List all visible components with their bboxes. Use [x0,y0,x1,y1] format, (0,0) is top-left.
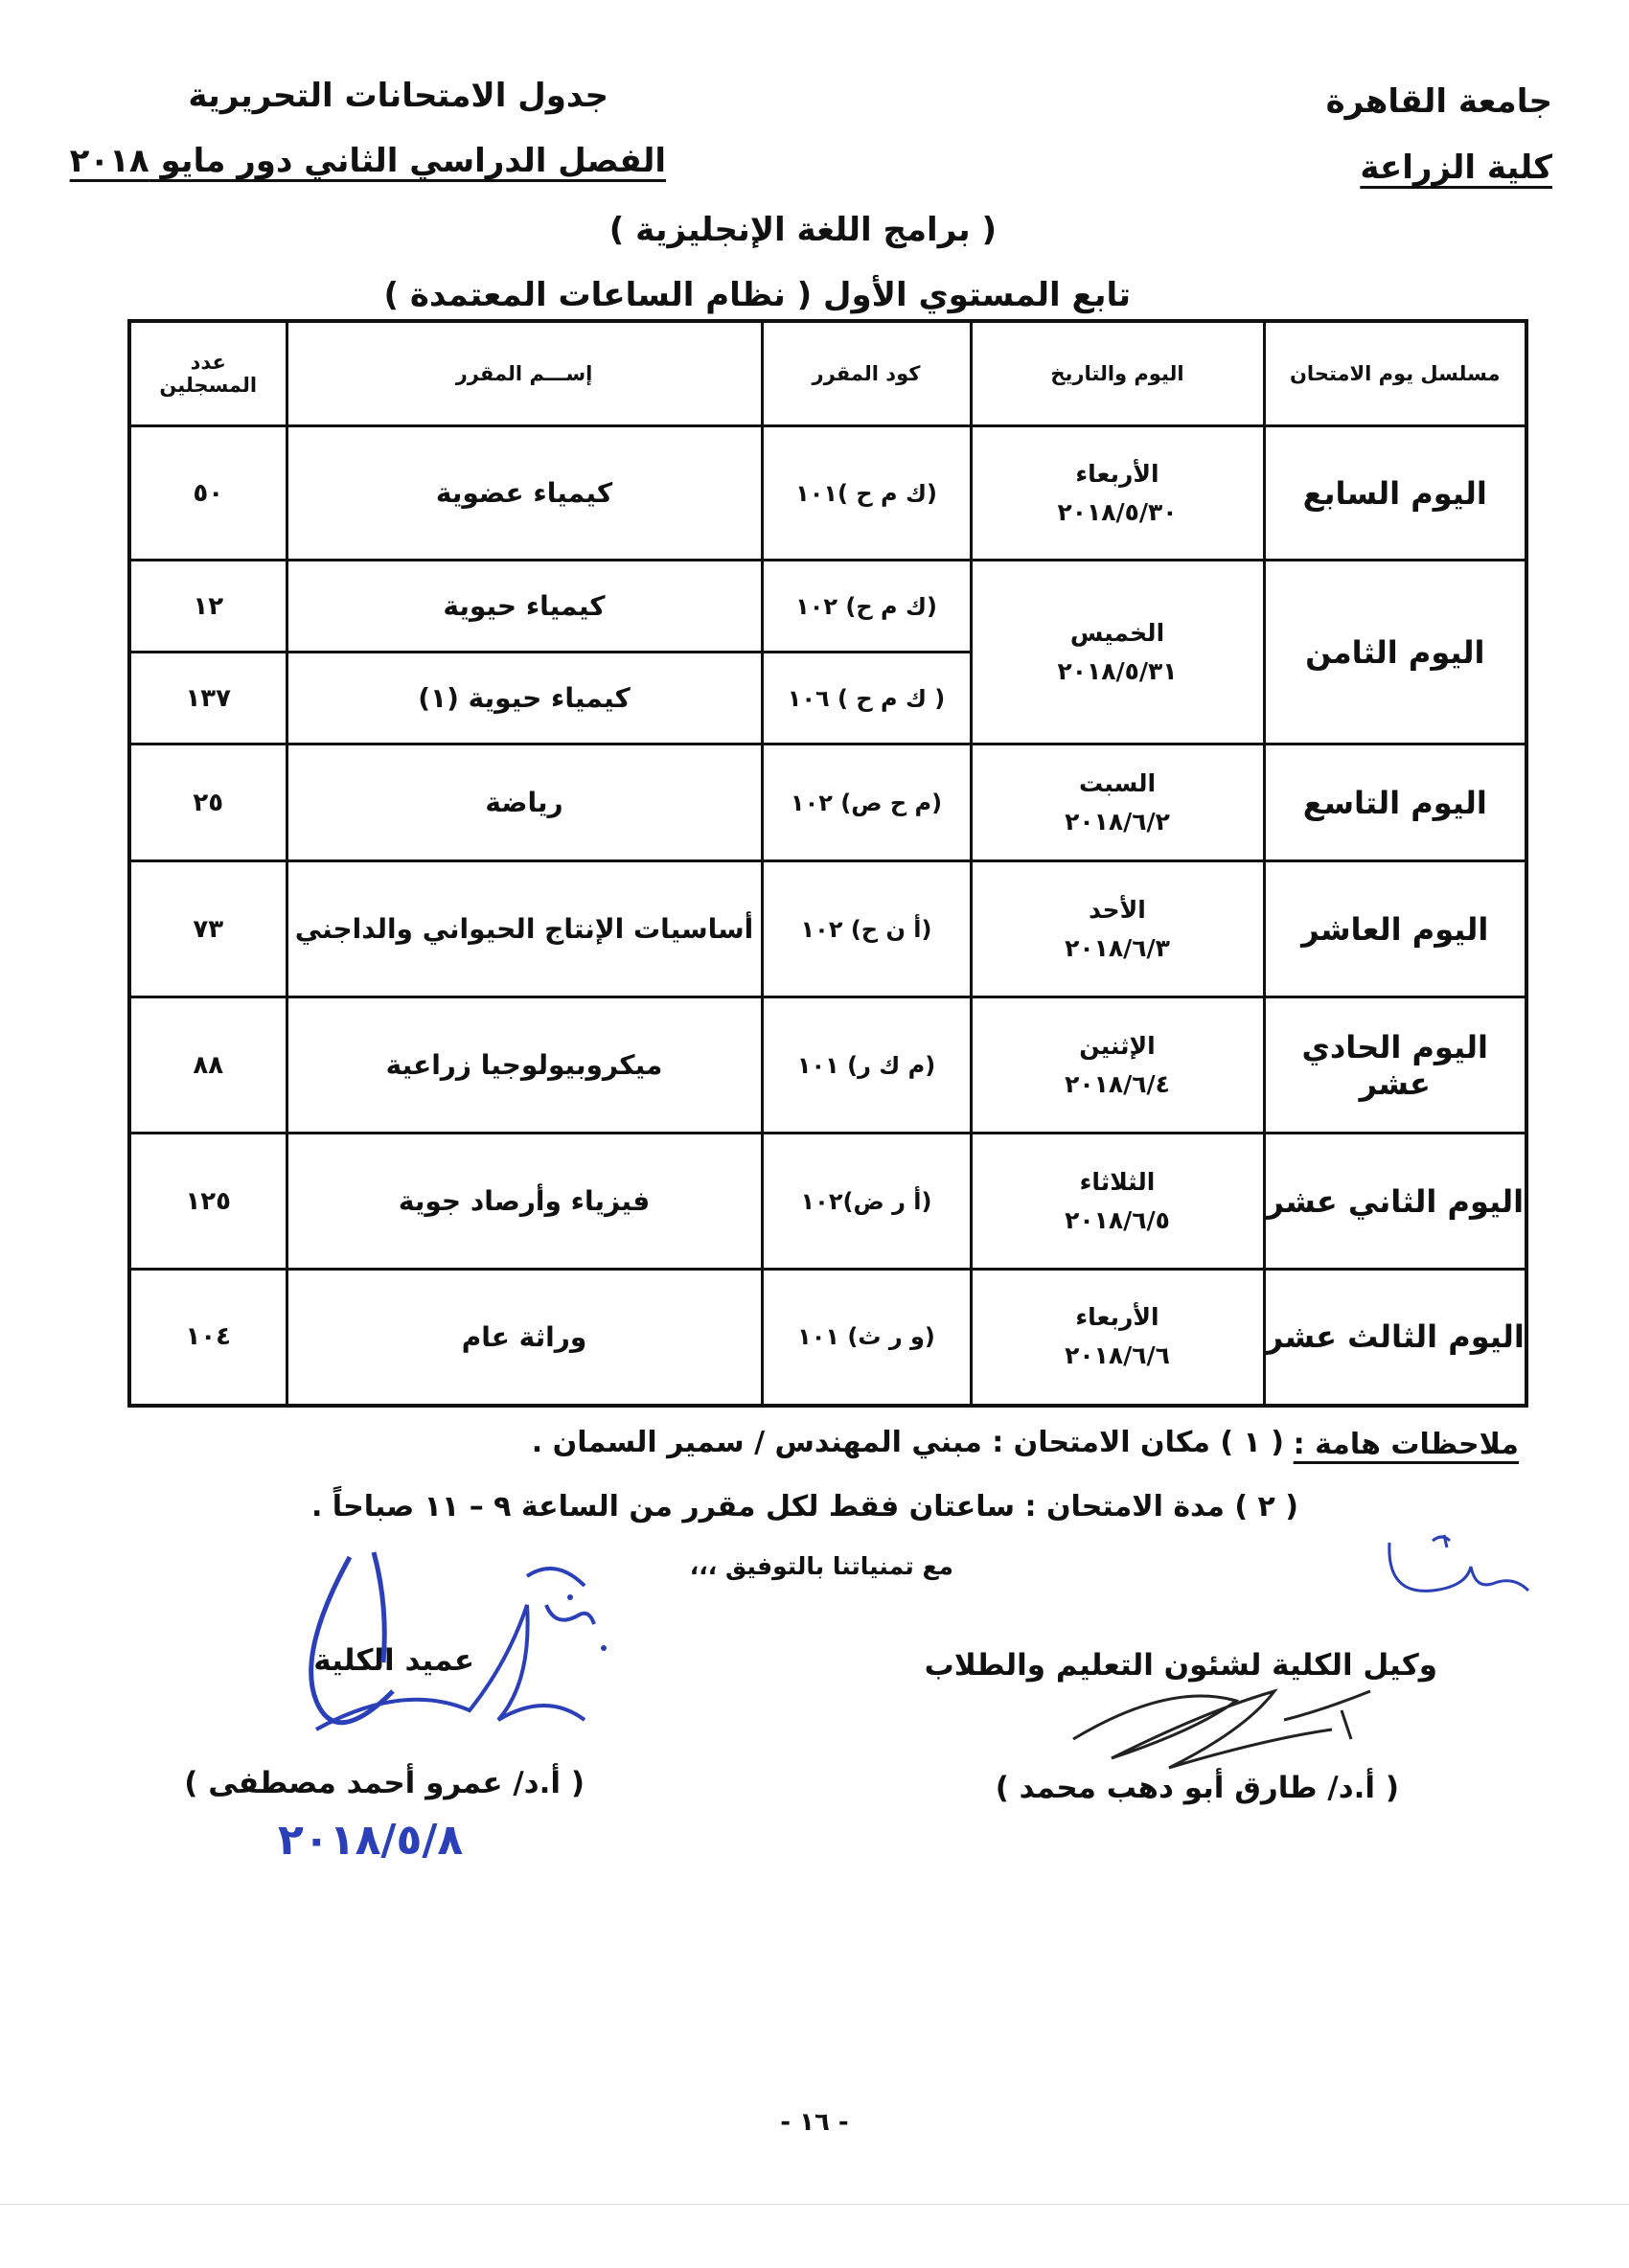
course-code-cell: (أ ر ض)١٠٢ [762,1134,971,1270]
day-date-cell [971,426,1264,561]
vice-dean-title: وكيل الكلية لشئون التعليم والطلاب [924,1648,1437,1683]
day-seq-cell: اليوم الثامن [1264,561,1526,745]
table-row [129,426,1526,561]
weekday: الخميس [1069,618,1165,647]
course-code-cell: ( ك م ح ) ١٠٦ [762,653,971,745]
exam-schedule-table [127,319,1528,1408]
table-row [129,997,1526,1134]
registered-count-cell: ١٢٥ [129,1134,287,1270]
registered-count-cell: ١٣٧ [129,653,287,745]
day-seq-cell: اليوم الثالث عشر [1264,1270,1526,1406]
day-date-cell [971,861,1264,997]
day-date-cell [971,561,1264,745]
course-name-cell: كيمياء حيوية [287,561,762,653]
day-seq-cell: اليوم السابع [1264,426,1526,561]
program-title: ( برامج اللغة الإنجليزية ) [608,211,997,249]
weekday: الأربعاء [1075,1303,1159,1332]
col-header-course: إســـم المقرر [287,321,762,426]
registered-count-cell: ٢٥ [129,745,287,861]
exam-date: ٢٠١٨/٥/٣٠ [1057,497,1178,526]
vice-dean-signature [1054,1672,1399,1777]
exam-date: ٢٠١٨/٦/٣ [1065,933,1170,962]
col-header-count-line2: المسجلين [159,374,258,397]
col-header-count-line1: عدد [190,351,226,374]
dean-name: ( أ.د/ عمرو أحمد مصطفى ) [184,1766,585,1800]
initials-signature [1375,1523,1543,1610]
registered-count-cell: ١٢ [129,561,287,653]
exam-date: ٢٠١٨/٦/٦ [1065,1341,1170,1370]
dean-title: عميد الكلية [313,1643,474,1678]
day-seq-cell: اليوم الحادي عشر [1264,997,1526,1134]
exam-date: ٢٠١٨/٦/٤ [1065,1069,1170,1098]
day-date-cell [971,1270,1264,1406]
exam-date: ٢٠١٨/٦/٥ [1065,1205,1170,1234]
course-name-cell: أساسيات الإنتاج الحيواني والداجني [287,861,762,997]
faculty-name: كلية الزراعة [1360,149,1552,187]
table-row [129,1134,1526,1270]
table-row [129,1270,1526,1406]
col-header-day-seq: مسلسل يوم الامتحان [1264,321,1526,426]
col-header-code: كود المقرر [762,321,971,426]
vice-dean-name: ( أ.د/ طارق أبو دهب محمد ) [995,1771,1399,1805]
day-date-cell [971,997,1264,1134]
document-title: جدول الامتحانات التحريرية [188,77,608,115]
exam-date: ٢٠١٨/٦/٢ [1065,807,1170,836]
weekday: الأربعاء [1075,459,1159,488]
note-1: ( ١ ) مكان الامتحان : مبني المهندس / سمير السمان . [531,1426,1284,1459]
course-name-cell: فيزياء وأرصاد جوية [287,1134,762,1270]
table-row [129,561,1526,653]
day-date-cell [971,745,1264,861]
exam-date: ٢٠١٨/٥/٣١ [1057,656,1178,685]
day-date-cell [971,1134,1264,1270]
table-row [129,861,1526,997]
course-code-cell: (ك م ح) ١٠٢ [762,561,971,653]
col-header-day-date: اليوم والتاريخ [971,321,1264,426]
registered-count-cell: ١٠٤ [129,1270,287,1406]
weekday: الأحد [1089,895,1146,924]
course-code-cell: (م ك ر) ١٠١ [762,997,971,1134]
handwritten-date: ٢٠١٨/٥/٨ [278,1816,464,1865]
level-title: تابع المستوي الأول ( نظام الساعات المعتمدة ) [383,276,1131,314]
university-name: جامعة القاهرة [1325,82,1552,121]
weekday: الثلاثاء [1079,1167,1156,1196]
registered-count-cell: ٧٣ [129,861,287,997]
course-name-cell: كيمياء حيوية (١) [287,653,762,745]
col-header-count [129,321,287,426]
weekday: السبت [1078,768,1157,797]
course-name-cell: رياضة [287,745,762,861]
page-number: - ١٦ - [780,2108,849,2137]
course-name-cell: ميكروبيولوجيا زراعية [287,997,762,1134]
note-2: ( ٢ ) مدة الامتحان : ساعتان فقط لكل مقرر من الساعة ٩ – ١١ صباحاً . [310,1490,1298,1523]
notes-label: ملاحظات هامة : [1293,1428,1519,1461]
course-code-cell: (أ ن ح) ١٠٢ [762,861,971,997]
course-name-cell: وراثة عام [287,1270,762,1406]
table-header-row [129,321,1526,426]
registered-count-cell: ٨٨ [129,997,287,1134]
weekday: الإثنين [1079,1031,1156,1060]
registered-count-cell: ٥٠ [129,426,287,561]
course-code-cell: (م ح ص) ١٠٢ [762,745,971,861]
scan-edge-line [0,2204,1629,2205]
day-seq-cell: اليوم التاسع [1264,745,1526,861]
course-name-cell: كيمياء عضوية [287,426,762,561]
course-code-cell: (ك م ح )١٠١ [762,426,971,561]
closing-greeting: مع تمنياتنا بالتوفيق ،،، [689,1552,953,1580]
day-seq-cell: اليوم العاشر [1264,861,1526,997]
table-row [129,745,1526,861]
course-code-cell: (و ر ث) ١٠١ [762,1270,971,1406]
day-seq-cell: اليوم الثاني عشر [1264,1134,1526,1270]
dean-signature-mark [537,1586,613,1662]
term-title: الفصل الدراسي الثاني دور مايو ٢٠١٨ [69,142,666,180]
